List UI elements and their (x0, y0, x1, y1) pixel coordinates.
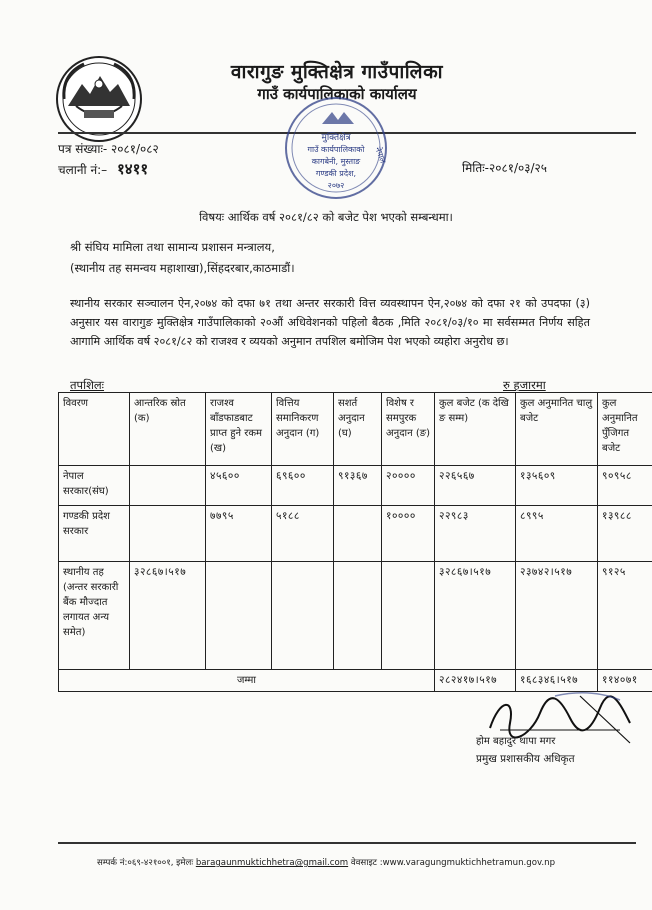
table-cell: नेपाल सरकार(संघ) (59, 466, 130, 506)
table-cell (334, 506, 382, 562)
table-cell: स्थानीय तह (अन्तर सरकारी बैंक मौज्दात लगायत अन्य समेत) (59, 562, 130, 670)
table-cell: १०००० (382, 506, 435, 562)
stamp-line-5: २०७२ (327, 181, 345, 190)
table-cell: ३२८६७।५१७ (130, 562, 206, 670)
table-cell: १३९८८ (598, 506, 652, 562)
table-row (59, 466, 652, 506)
organization-name: वारागुङ मुक्तिक्षेत्र गाउँपालिका (230, 61, 444, 83)
office-stamp (274, 94, 398, 202)
table-cell: ६९६०० (272, 466, 334, 506)
table-header-cell: आन्तरिक स्रोत (क) (130, 393, 206, 466)
recipient-line-2: (स्थानीय तह समन्वय महाशाखा),सिंहदरबार,काठमाडौं। (70, 261, 295, 275)
letter-body: स्थानीय सरकार सञ्चालन ऐन,२०७४ को दफा ७१ तथा अन्तर सरकारी वित्त व्यवस्थापन ऐन,२०७४ को दफा २१ को उपदफा (३) अनुसार यस वारागुङ मुक्तिक्षेत्र गाउँपालिकाको २०औं अधिवेशनको पहिलो बैठक ,मिति २०८१/०३/१० मा सर्वसम्मत निर्णय सहित आगामि आर्थिक वर्ष २०८१/८२ को राजश्व र व्ययको अनुमान तपशिल बमोजिम पेश भएको व्यहोरा अनुरोध छ। (70, 297, 590, 348)
table-cell: गण्डकी प्रदेश सरकार (59, 506, 130, 562)
stamp-line-3: कागबेनी, मुस्ताङ (311, 157, 361, 166)
letter-date: मितिः-२०८१/०३/२५ (462, 161, 547, 175)
table-header-cell: कुल बजेट (क देखि ङ सम्म) (435, 393, 516, 466)
table-header-cell: सशर्त अनुदान (घ) (334, 393, 382, 466)
table-header-row (59, 393, 652, 466)
budget-table (58, 392, 652, 692)
footer-website[interactable]: www.varagungmuktichhetramun.gov.np (382, 858, 556, 868)
table-cell: १३५६०९ (516, 466, 598, 506)
footer-website-label: वेवसाइट : (350, 858, 383, 868)
table-cell (206, 562, 272, 670)
letter-reference-number: पत्र संख्याः- २०८१/०८२ (58, 142, 159, 156)
stamp-line-1: मुक्तिक्षेत्र (321, 133, 351, 143)
table-row (59, 506, 652, 562)
table-cell (382, 562, 435, 670)
footer-email[interactable]: baragaunmuktichhetra@gmail.com (195, 858, 349, 868)
table-cell: २२६५६७ (435, 466, 516, 506)
stamp-line-6: नेपाल (373, 145, 388, 165)
table-cell: ७७९५ (206, 506, 272, 562)
stamp-line-2: गाउँ कार्यपालिकाको (307, 145, 365, 154)
table-header-cell: विवरण (59, 393, 130, 466)
dispatch-number: १४११ (116, 160, 149, 178)
footer-contact: सम्पर्क नं:०६९-४२१००१, इमेलः (96, 858, 194, 868)
total-cell: १६८३४६।५१७ (516, 670, 598, 692)
dispatch-number-row (58, 159, 148, 179)
table-cell: ९१२५ (598, 562, 652, 670)
footer-divider (58, 842, 636, 844)
table-cell: ३२८६७।५१७ (435, 562, 516, 670)
stamp-line-4: गण्डकी प्रदेश, (315, 169, 357, 178)
dispatch-number-label: चलानी नं:– (58, 163, 108, 177)
details-label: तपशिलः (70, 378, 105, 392)
office-name: गाउँ कार्यपालिकाको कार्यालय (257, 85, 417, 103)
table-cell (334, 562, 382, 670)
table-cell: २०००० (382, 466, 435, 506)
table-header-cell: विशेष र समपुरक अनुदान (ङ) (382, 393, 435, 466)
table-cell: ९०९५८ (598, 466, 652, 506)
total-label: जम्मा (59, 670, 435, 692)
signatory-name: होम बहादुर थापा मगर (476, 736, 556, 747)
recipient-line-1: श्री संघिय मामिला तथा सामान्य प्रशासन मन्त्रालय, (70, 240, 275, 254)
table-cell (272, 562, 334, 670)
table-cell: २३७४२।५१७ (516, 562, 598, 670)
table-cell: ४५६०० (206, 466, 272, 506)
total-cell: ११४०७१ (598, 670, 652, 692)
table-header-cell: वित्तिय समानिकरण अनुदान (ग) (272, 393, 334, 466)
table-header-cell: राजश्व बाँडफाडबाट प्राप्त हुने रकम (ख) (206, 393, 272, 466)
footer (0, 856, 652, 868)
table-cell: ५१८८ (272, 506, 334, 562)
total-cell: २८२४१७।५१७ (435, 670, 516, 692)
table-row (59, 562, 652, 670)
table-cell: ८९९५ (516, 506, 598, 562)
table-header-cell: कुल अनुमानित चालु बजेट (516, 393, 598, 466)
currency-unit-label: रु हजारमा (503, 378, 546, 392)
table-cell (130, 506, 206, 562)
table-header-cell: कुल अनुमानित पुँजिगत बजेट (598, 393, 652, 466)
table-cell: ९१३६७ (334, 466, 382, 506)
signatory-title: प्रमुख प्रशासकीय अधिकृत (476, 753, 575, 765)
table-cell: २२९८३ (435, 506, 516, 562)
letter-subject: विषयः आर्थिक वर्ष २०८१/८२ को बजेट पेश भएको सम्बन्धमा। (199, 210, 453, 224)
table-cell (130, 466, 206, 506)
